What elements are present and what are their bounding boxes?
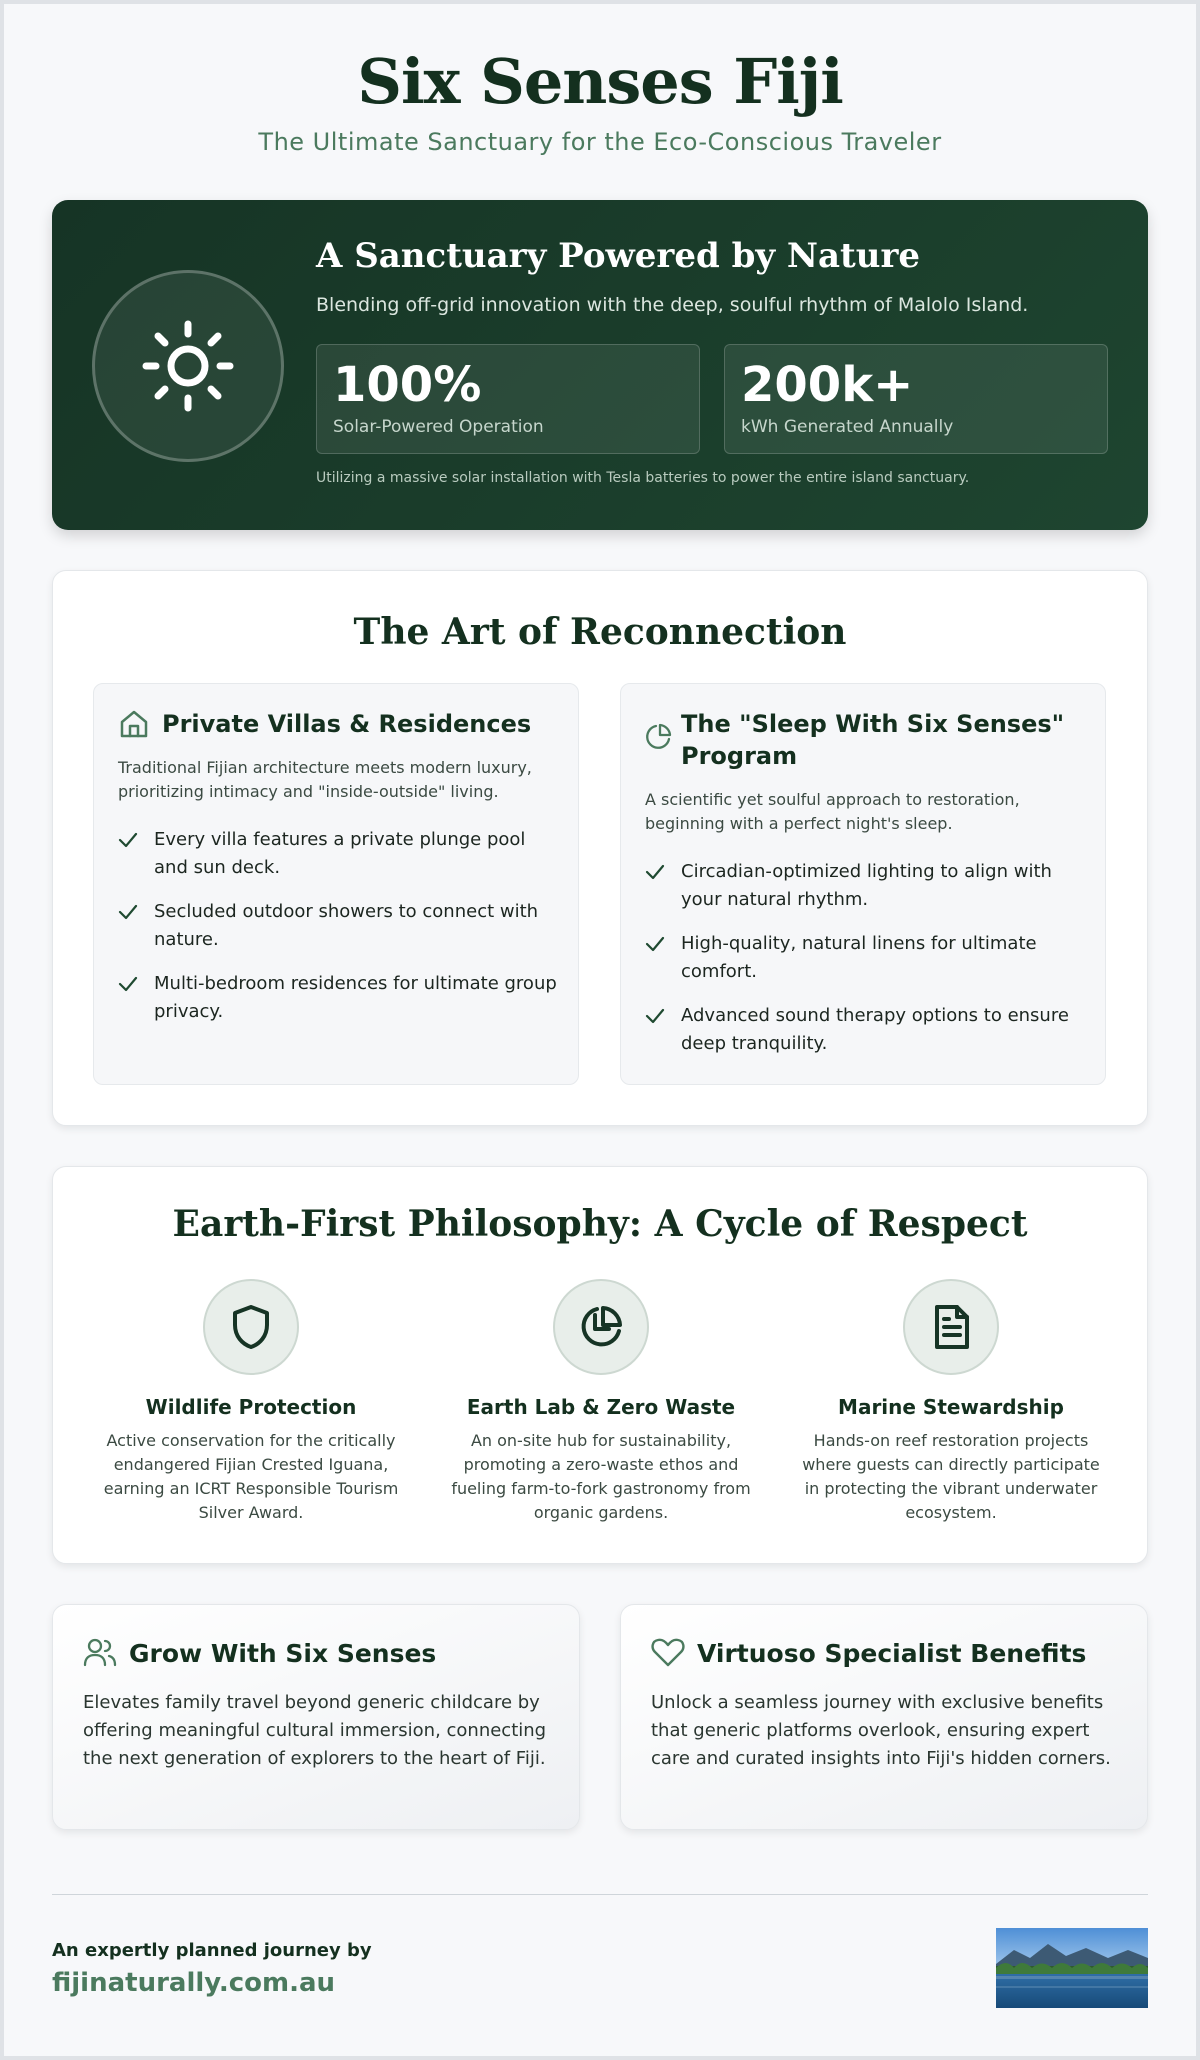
- page-title: Six Senses Fiji: [357, 45, 843, 118]
- list-item: [645, 858, 1085, 914]
- page-subtitle: The Ultimate Sanctuary for the Eco-Conscious Traveler: [258, 128, 942, 156]
- shield-icon: [229, 1303, 273, 1351]
- hero-title: A Sanctuary Powered by Nature: [316, 236, 921, 276]
- sleep-title: The "Sleep With Six Senses" Program: [681, 710, 1065, 770]
- icon-badge: [203, 1279, 299, 1375]
- document-icon: [931, 1303, 971, 1351]
- section-title: The Art of Reconnection: [353, 611, 847, 653]
- page-header: [0, 44, 1200, 156]
- stat-value: 200k+: [741, 357, 914, 413]
- sleep-description: A scientific yet soulful approach to restoration, beginning with a perfect night's sleep.: [645, 790, 1020, 833]
- pie-chart-icon: [577, 1303, 625, 1351]
- hero-banner: [52, 200, 1148, 530]
- check-icon: [645, 1008, 665, 1024]
- footer-site-link[interactable]: fijinaturally.com.au: [52, 1968, 336, 1998]
- check-icon: [118, 904, 138, 920]
- list-item-text: Advanced sound therapy options to ensure deep tranquility.: [681, 1005, 1069, 1054]
- sun-icon: [140, 318, 236, 414]
- pillar-title: Marine Stewardship: [838, 1395, 1064, 1419]
- check-icon: [118, 976, 138, 992]
- list-item-text: Multi-bedroom residences for ultimate group privacy.: [154, 973, 557, 1022]
- pillar-earth-lab: [441, 1279, 761, 1525]
- list-item: [118, 826, 558, 882]
- icon-badge: [903, 1279, 999, 1375]
- hero-lead: Blending off-grid innovation with the deep, soulful rhythm of Malolo Island.: [316, 294, 1029, 316]
- check-icon: [118, 832, 138, 848]
- footer-divider: [52, 1894, 1148, 1895]
- list-item-text: Every villa features a private plunge pool and sun deck.: [154, 829, 526, 878]
- pillar-wildlife: [91, 1279, 411, 1525]
- grow-text: Elevates family travel beyond generic childcare by offering meaningful cultural immersion, connecting the next generation of explorers to the heart of Fiji.: [83, 1692, 547, 1769]
- list-item: [118, 898, 558, 954]
- earth-first-section: [52, 1166, 1148, 1564]
- hero-note: Utilizing a massive solar installation with Tesla batteries to power the entire island sanctuary.: [316, 470, 970, 486]
- home-icon: [118, 708, 150, 744]
- virtuoso-text: Unlock a seamless journey with exclusive benefits that generic platforms overlook, ensuring expert care and curated insights into Fiji's hidden corners.: [651, 1692, 1111, 1769]
- virtuoso-card: [620, 1604, 1148, 1830]
- reconnection-section: [52, 570, 1148, 1126]
- pillar-text: Hands-on reef restoration projects where guests can directly participate in protecting the vibrant underwater ecosystem.: [802, 1431, 1100, 1522]
- pillar-text: An on-site hub for sustainability, promoting a zero-waste ethos and fueling farm-to-fork gastronomy from organic gardens.: [451, 1431, 751, 1522]
- icon-badge: [553, 1279, 649, 1375]
- pillar-title: Earth Lab & Zero Waste: [466, 1395, 736, 1419]
- list-item-text: High-quality, natural linens for ultimate comfort.: [681, 933, 1037, 982]
- villas-list: [118, 826, 558, 1042]
- stat-label: Solar-Powered Operation: [333, 417, 544, 437]
- list-item: [645, 1002, 1085, 1058]
- users-icon: [83, 1637, 117, 1671]
- stat-solar: [316, 344, 700, 454]
- grow-card: [52, 1604, 580, 1830]
- villas-title: Private Villas & Residences: [162, 710, 532, 738]
- check-icon: [645, 936, 665, 952]
- section-title: Earth-First Philosophy: A Cycle of Respect: [172, 1203, 1028, 1245]
- island-photo: [996, 1928, 1148, 2008]
- pillar-title: Wildlife Protection: [145, 1395, 357, 1419]
- sun-icon-badge: [92, 270, 284, 462]
- list-item-text: Circadian-optimized lighting to align with your natural rhythm.: [681, 861, 1052, 910]
- pillar-text: Active conservation for the critically endangered Fijian Crested Iguana, earning an ICRT Responsible Tourism Silver Award.: [103, 1431, 399, 1522]
- list-item-text: Secluded outdoor showers to connect with nature.: [154, 901, 539, 950]
- heart-icon: [651, 1637, 685, 1671]
- footer-byline: An expertly planned journey by: [52, 1940, 372, 1961]
- villas-description: Traditional Fijian architecture meets modern luxury, prioritizing intimacy and "inside-outside" living.: [118, 758, 532, 801]
- pie-chart-icon: [645, 722, 673, 754]
- villas-card: [93, 683, 579, 1085]
- pillar-marine: [791, 1279, 1111, 1525]
- stat-kwh: [724, 344, 1108, 454]
- sleep-program-card: [620, 683, 1106, 1085]
- sleep-list: [645, 858, 1085, 1074]
- stat-value: 100%: [333, 357, 482, 413]
- stat-label: kWh Generated Annually: [741, 417, 954, 437]
- check-icon: [645, 864, 665, 880]
- grow-title: Grow With Six Senses: [129, 1639, 437, 1668]
- list-item: [645, 930, 1085, 986]
- list-item: [118, 970, 558, 1026]
- virtuoso-title: Virtuoso Specialist Benefits: [697, 1639, 1087, 1668]
